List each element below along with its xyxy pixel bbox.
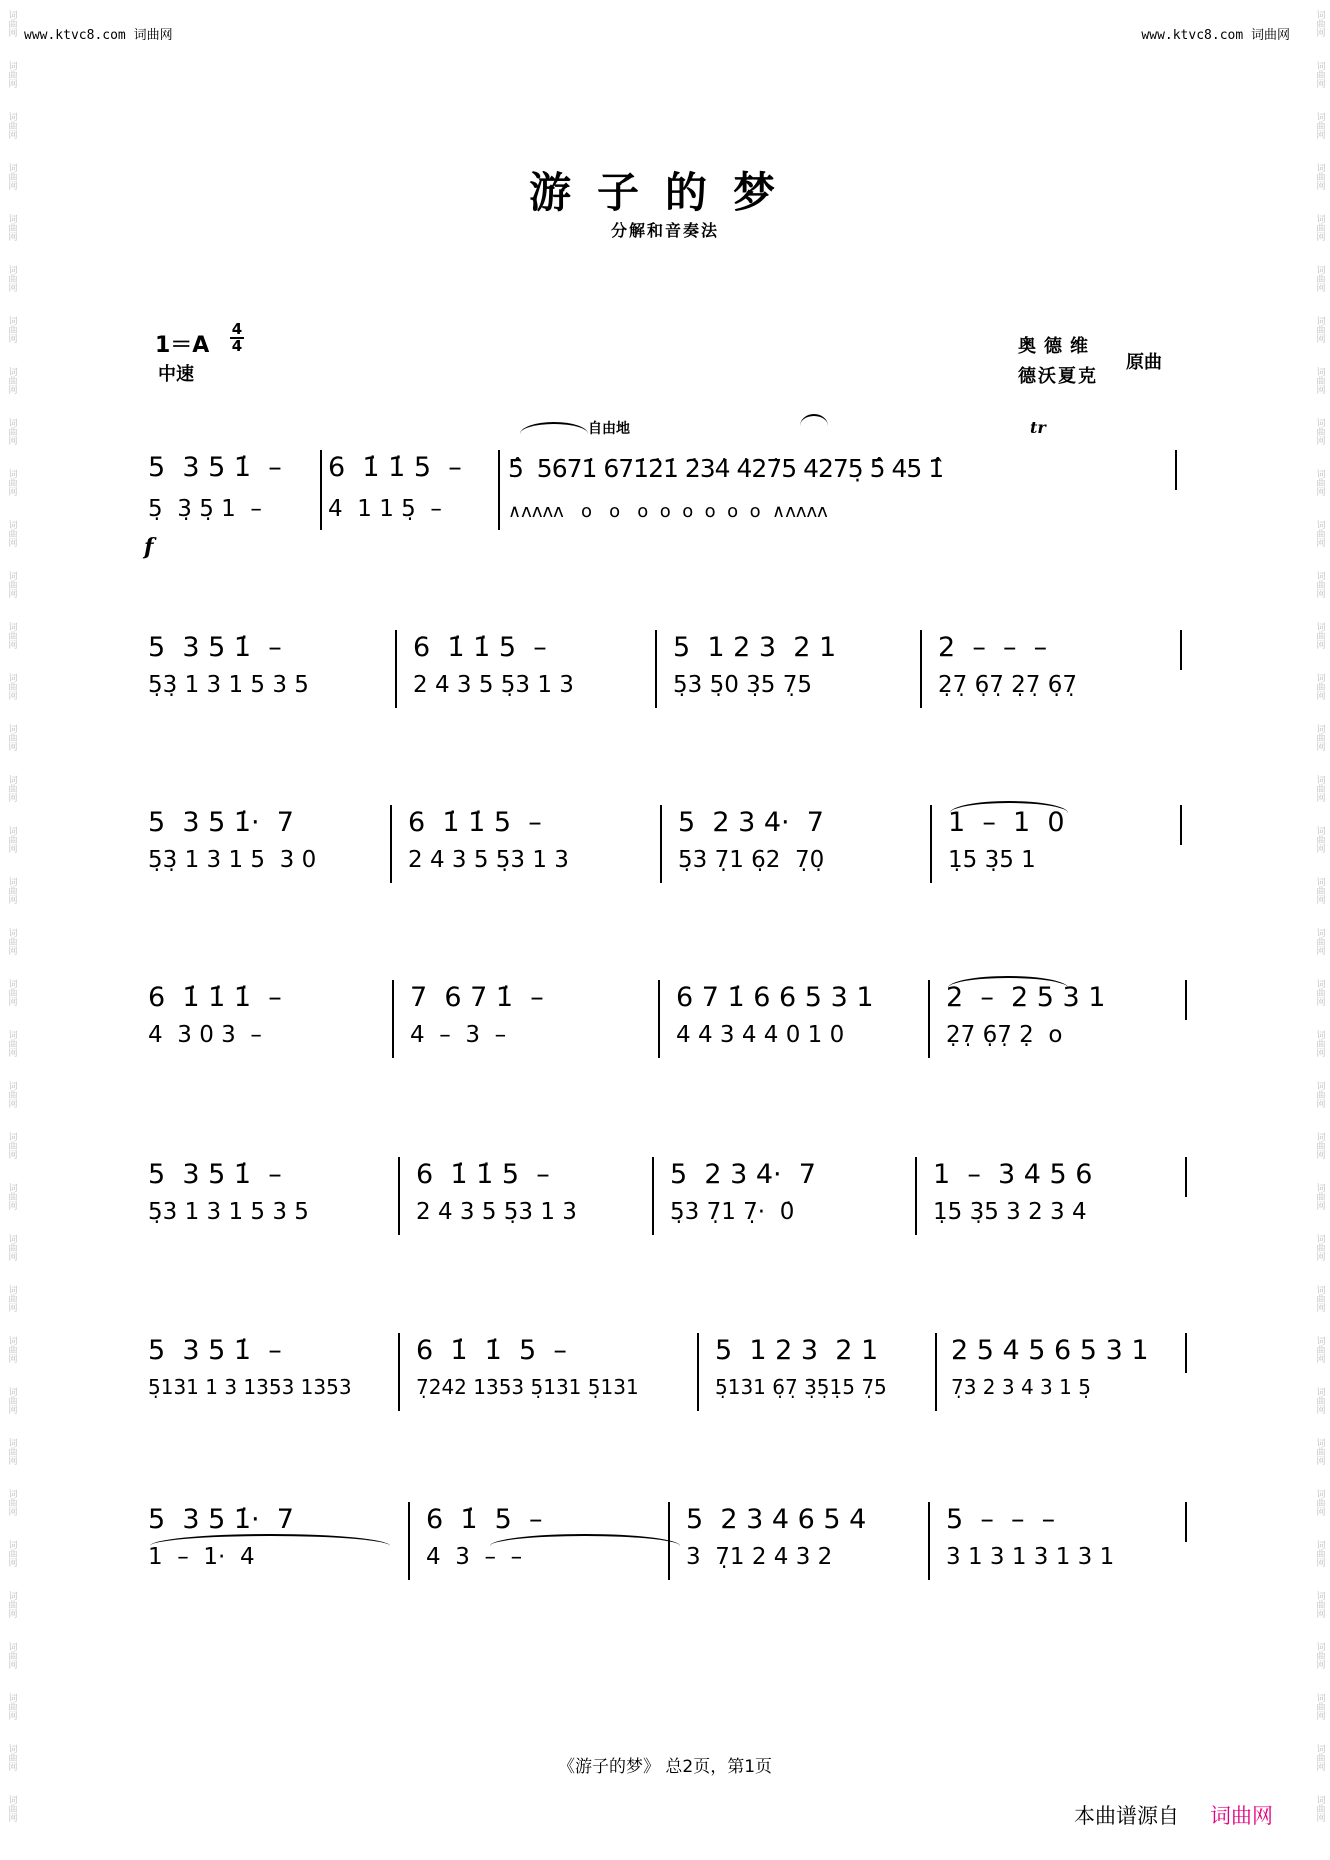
- measure: 7 6 7 1̇ –: [410, 982, 544, 1013]
- side-watermark: 词曲网: [6, 979, 17, 1006]
- side-watermark: 词曲网: [6, 1744, 17, 1771]
- upper-staff: [148, 452, 1193, 483]
- side-watermark: 词曲网: [6, 1132, 17, 1159]
- side-watermark: 词曲网: [6, 1030, 17, 1057]
- side-watermark: 词曲网: [1314, 877, 1325, 904]
- measure: 1 – 1 0: [948, 807, 1065, 838]
- side-watermark: 词曲网: [1314, 367, 1325, 394]
- measure: 5̣ 3̣ 5̣ 1 –: [148, 496, 262, 522]
- system-1: [140, 450, 1185, 540]
- side-watermark: 词曲网: [6, 724, 17, 751]
- measure: 3 1 3 1 3 1 3 1: [946, 1544, 1115, 1570]
- side-watermark: 词曲网: [6, 265, 17, 292]
- lower-staff: [148, 1022, 1193, 1048]
- side-watermark: 词曲网: [1314, 10, 1325, 37]
- side-watermark: 词曲网: [6, 520, 17, 547]
- side-watermark: 词曲网: [6, 163, 17, 190]
- lower-staff: [148, 847, 1193, 873]
- side-watermark: 词曲网: [1314, 1183, 1325, 1210]
- side-watermark: 词曲网: [6, 1540, 17, 1567]
- upper-staff: [148, 1504, 1193, 1535]
- side-watermark: 词曲网: [6, 1183, 17, 1210]
- upper-staff: [148, 1159, 1193, 1190]
- measure: 2̣7̣ 6̣7̣ 2̣7̣ 6̣7̣: [938, 672, 1077, 698]
- side-watermark: 词曲网: [1314, 1540, 1325, 1567]
- measure: 7̣242 1353 5̣131 5̣131: [416, 1375, 639, 1399]
- credit-role: 原曲: [1126, 352, 1162, 373]
- measure: 6 1̇ 1̇ 5 –: [416, 1159, 550, 1190]
- measure: 5 3 5 1̇ –: [148, 1335, 282, 1366]
- lower-staff: [148, 1199, 1193, 1225]
- side-watermark: 词曲网: [1314, 571, 1325, 598]
- side-watermark: 词曲网: [1314, 316, 1325, 343]
- side-watermark: 词曲网: [1314, 622, 1325, 649]
- slur: [800, 414, 828, 426]
- side-watermark: 词曲网: [1314, 1795, 1325, 1822]
- measure: 2̣7̣ 6̣7̣ 2̣ o: [946, 1022, 1063, 1048]
- measure: 5̣3 7̣1 6̣2 7̣0̣: [678, 847, 825, 873]
- measure: 5 3 5 1̇ –: [148, 1159, 282, 1190]
- side-watermark: 词曲网: [6, 1285, 17, 1312]
- song-subtitle: 分解和音奏法: [610, 221, 719, 240]
- measure: 5 1 2 3 2 1: [673, 632, 837, 663]
- measure: 5 3 5 1̇ –: [148, 632, 282, 663]
- side-watermark: 词曲网: [1314, 112, 1325, 139]
- side-watermark: 词曲网: [1314, 928, 1325, 955]
- measure: 1̣5 3̣5 3 2 3 4: [933, 1199, 1087, 1225]
- side-watermark: 词曲网: [1314, 1489, 1325, 1516]
- side-watermark: 词曲网: [6, 1489, 17, 1516]
- header-site-link-left[interactable]: www.ktvc8.com 词曲网: [24, 28, 173, 43]
- measure: 5 3 5 1̇ –: [148, 452, 282, 483]
- system-2: [140, 630, 1185, 710]
- measure: 5̣3 7̣1 7̣· 0̇: [670, 1199, 795, 1225]
- measure: 4 3 0 3 –: [148, 1022, 262, 1048]
- side-watermark: 词曲网: [1314, 1132, 1325, 1159]
- side-watermark: 词曲网: [1314, 724, 1325, 751]
- upper-staff: [148, 632, 1193, 663]
- measure: 5̣3̣ 1 3 1 5 3 0: [148, 847, 317, 873]
- measure: 5 – – –: [946, 1504, 1056, 1535]
- side-watermark: 词曲网: [1314, 1336, 1325, 1363]
- measure: 5̣131 1 3 1353 1353: [148, 1375, 352, 1399]
- side-watermark: 词曲网: [1314, 1438, 1325, 1465]
- side-watermark: 词曲网: [6, 673, 17, 700]
- tempo-marking: 中速: [158, 364, 194, 385]
- side-watermark: 词曲网: [1314, 163, 1325, 190]
- side-watermark: 词曲网: [6, 469, 17, 496]
- song-title: 游子的梦: [528, 168, 801, 217]
- measure: 5̂ 5671̇ 671̇2̇1̇ 2̇34̇ 4̇27̇5 4275̣ 5̂ 45 1̇̂: [508, 454, 944, 483]
- upper-staff: [148, 807, 1193, 838]
- side-watermark: 词曲网: [1314, 1693, 1325, 1720]
- system-4: [140, 980, 1185, 1060]
- side-watermark: 词曲网: [1314, 61, 1325, 88]
- side-watermark: 词曲网: [1314, 265, 1325, 292]
- side-watermark: 词曲网: [6, 112, 17, 139]
- measure: 7̣3 2 3 4 3 1 5̣: [951, 1375, 1091, 1399]
- time-signature-top: 4: [231, 320, 243, 338]
- measure: 4 3 – –: [426, 1544, 523, 1570]
- side-watermark: 词曲网: [6, 316, 17, 343]
- measure: 2 4 3 5 5̣3 1 3: [413, 672, 574, 698]
- time-signature-bottom: 4: [231, 337, 243, 355]
- measure: 2 – 2 5 3 1: [946, 982, 1106, 1013]
- dynamic-marking: f: [144, 534, 154, 560]
- side-watermark: 词曲网: [1314, 469, 1325, 496]
- side-watermark: 词曲网: [1314, 775, 1325, 802]
- time-signature: [230, 322, 244, 354]
- measure: 4 1 1 5̣ –: [328, 496, 442, 522]
- measure: 5 2 3 4· 7: [670, 1159, 816, 1190]
- measure: 6 1̇ 1̇ 5 –: [408, 807, 542, 838]
- side-watermark: 词曲网: [6, 418, 17, 445]
- side-watermark: 词曲网: [6, 775, 17, 802]
- measure: 2 5 4 5 6 5 3 1: [951, 1335, 1149, 1366]
- side-watermark: 词曲网: [6, 571, 17, 598]
- side-watermark: 词曲网: [6, 1642, 17, 1669]
- side-watermark: 词曲网: [6, 1387, 17, 1414]
- lower-staff: [148, 496, 1193, 522]
- measure: 6 1̇ 1̇ 5 –: [416, 1335, 567, 1366]
- measure: 5 3 5 1̇· 7: [148, 807, 294, 838]
- measure: 5̣3̣ 1 3 1 5 3 5: [148, 672, 309, 698]
- side-watermark: 词曲网: [6, 877, 17, 904]
- measure: 1̣5 3̣5 1: [948, 847, 1036, 873]
- side-watermark: 词曲网: [1314, 1081, 1325, 1108]
- side-watermark: 词曲网: [1314, 1642, 1325, 1669]
- side-watermark: 词曲网: [6, 1795, 17, 1822]
- measure: 5̣3 5̣0 3̣5 7̣5: [673, 672, 812, 698]
- measure: 1 – 1· 4: [148, 1544, 255, 1570]
- measure: 6 1̇ 1̇ 1̇ –: [148, 982, 282, 1013]
- side-watermark: 词曲网: [1314, 1030, 1325, 1057]
- key-signature: 1＝A: [155, 333, 210, 358]
- upper-staff: [148, 1335, 1193, 1366]
- side-watermark: 词曲网: [6, 10, 17, 37]
- system-3: [140, 805, 1185, 885]
- side-watermark: 词曲网: [6, 1081, 17, 1108]
- lower-staff: [148, 1375, 1193, 1399]
- right-watermark-strip: [1308, 0, 1330, 1860]
- side-watermark: 词曲网: [1314, 418, 1325, 445]
- source-note: 本曲谱源自: [1074, 1804, 1179, 1828]
- header-site-link-right[interactable]: www.ktvc8.com 词曲网: [1141, 28, 1290, 43]
- side-watermark: 词曲网: [6, 1438, 17, 1465]
- side-watermark: 词曲网: [1314, 979, 1325, 1006]
- composer-name: 奥德维: [1018, 336, 1096, 357]
- side-watermark: 词曲网: [6, 928, 17, 955]
- measure: 5̣3 1 3 1 5 3 5: [148, 1199, 309, 1225]
- side-watermark: 词曲网: [1314, 214, 1325, 241]
- system-6: [140, 1333, 1185, 1413]
- side-watermark: 词曲网: [6, 214, 17, 241]
- side-watermark: 词曲网: [1314, 1387, 1325, 1414]
- free-tempo-marking: 自由地: [588, 421, 630, 437]
- lower-staff: [148, 672, 1193, 698]
- side-watermark: 词曲网: [6, 1591, 17, 1618]
- side-watermark: 词曲网: [1314, 1591, 1325, 1618]
- measure: 6 1̇ 5 –: [426, 1504, 543, 1535]
- side-watermark: 词曲网: [6, 1336, 17, 1363]
- slur: [520, 422, 588, 434]
- page-footer: 《游子的梦》 总2页，第1页: [557, 1757, 773, 1777]
- side-watermark: 词曲网: [6, 1234, 17, 1261]
- measure: 4 – 3 –: [410, 1022, 507, 1048]
- upper-staff: [148, 982, 1193, 1013]
- side-watermark: 词曲网: [1314, 1234, 1325, 1261]
- measure: 5 1 2 3 2 1: [715, 1335, 879, 1366]
- side-watermark: 词曲网: [6, 622, 17, 649]
- side-watermark: 词曲网: [6, 367, 17, 394]
- measure: 5 3 5 1̇· 7: [148, 1504, 294, 1535]
- arranger-name: 德沃夏克: [1018, 366, 1098, 387]
- side-watermark: 词曲网: [6, 1693, 17, 1720]
- side-watermark: 词曲网: [6, 826, 17, 853]
- lower-staff: [148, 1544, 1193, 1570]
- side-watermark: 词曲网: [1314, 1744, 1325, 1771]
- measure: 1 – 3 4 5 6: [933, 1159, 1093, 1190]
- measure: 2 4 3 5 5̣3 1 3: [416, 1199, 577, 1225]
- measure: 2 – – –: [938, 632, 1048, 663]
- measure: 4 4 3 4 4 0 1 0: [676, 1022, 845, 1048]
- measure: 5 2 3 4· 7: [678, 807, 824, 838]
- measure: 6 7 1̇ 6 6 5 3 1: [676, 982, 874, 1013]
- trill-marking: tr: [1030, 418, 1046, 437]
- left-watermark-strip: [0, 0, 22, 1860]
- measure: 6 1̇ 1̇ 5 –: [413, 632, 547, 663]
- measure: 5̣131 6̣7̣ 3̣5̣1̣5 7̣5: [715, 1375, 887, 1399]
- measure: 5 2 3 4 6 5 4: [686, 1504, 867, 1535]
- side-watermark: 词曲网: [1314, 673, 1325, 700]
- side-watermark: 词曲网: [1314, 826, 1325, 853]
- source-brand-link[interactable]: 词曲网: [1210, 1804, 1273, 1828]
- measure: 3 7̣1 2 4 3 2: [686, 1544, 833, 1570]
- system-5: [140, 1157, 1185, 1237]
- measure: ∧ʌʌʌʌ o o o o o o o o ∧ʌʌʌʌ: [508, 501, 828, 522]
- side-watermark: 词曲网: [1314, 1285, 1325, 1312]
- measure: 6 1̇ 1̇ 5 –: [328, 452, 462, 483]
- side-watermark: 词曲网: [1314, 520, 1325, 547]
- system-7: [140, 1502, 1185, 1582]
- measure: 2 4 3 5 5̣3 1 3: [408, 847, 569, 873]
- side-watermark: 词曲网: [6, 61, 17, 88]
